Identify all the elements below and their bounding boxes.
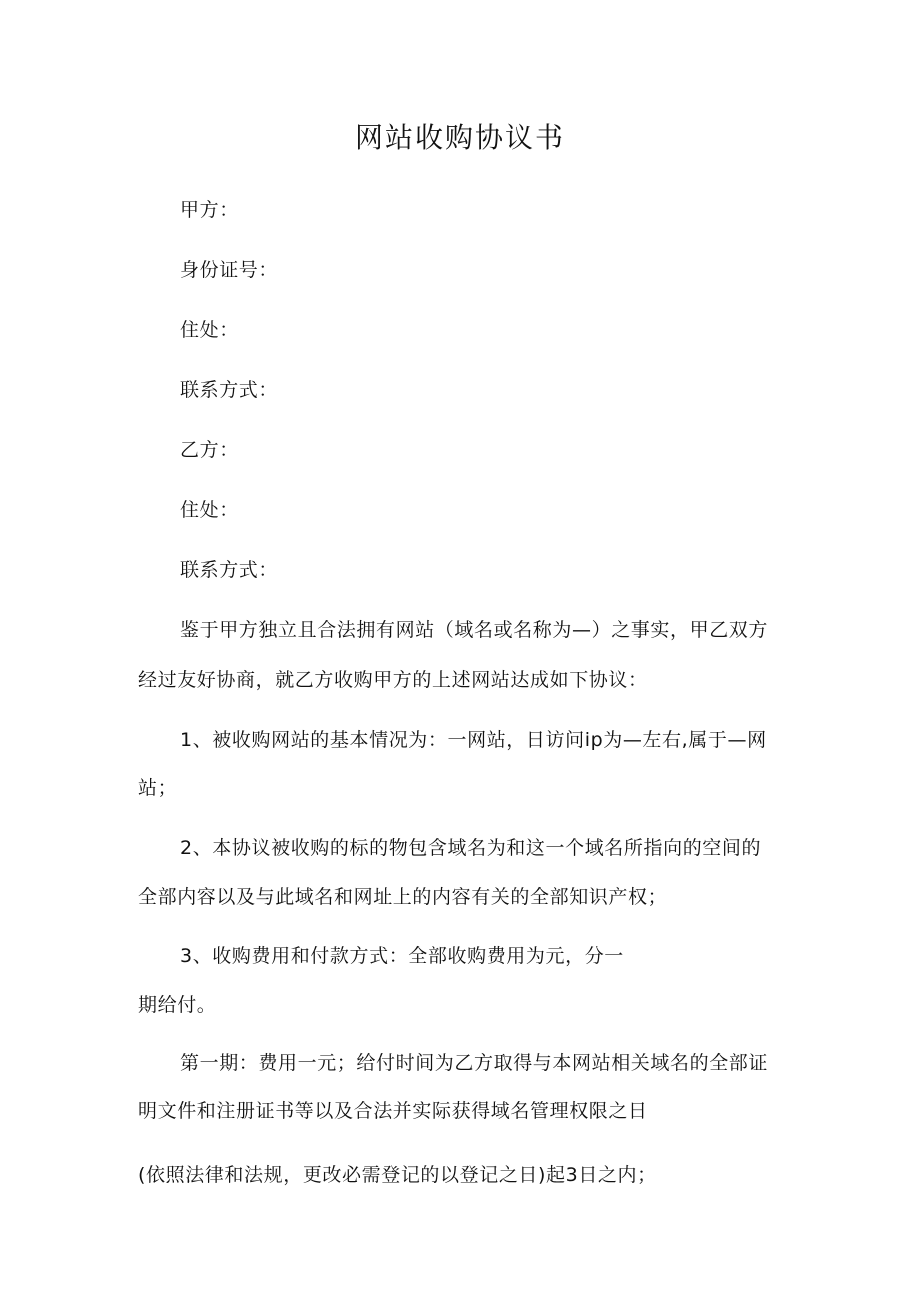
party-a-contact-label: 联系方式： — [180, 379, 279, 401]
payment-1-line-3: (依照法律和法规，更改必需登记的以登记之日)起3日之内； — [138, 1164, 657, 1186]
payment-1-line-1: 第一期：费用一元；给付时间为乙方取得与本网站相关域名的全部证 — [180, 1052, 769, 1074]
clause-1-line-1: 1、被收购网站的基本情况为：一网站，日访问ip为—左右,属于—网 — [180, 729, 767, 751]
clause-2-line-1: 2、本协议被收购的标的物包含域名为和这一个域名所指向的空间的 — [180, 837, 762, 859]
party-a-id-label: 身份证号： — [180, 259, 279, 281]
clause-2-line-2: 全部内容以及与此域名和网址上的内容有关的全部知识产权； — [138, 886, 668, 908]
preamble-line-2: 经过友好协商，就乙方收购甲方的上述网站达成如下协议： — [138, 669, 648, 691]
party-a-address-label: 住处： — [180, 319, 239, 341]
clause-3-line-2: 期给付。 — [138, 994, 217, 1016]
party-b-contact-label: 联系方式： — [180, 559, 279, 581]
preamble-line-1: 鉴于甲方独立且合法拥有网站（域名或名称为—）之事实，甲乙双方 — [180, 619, 769, 641]
party-a-name-label: 甲方： — [180, 199, 239, 221]
party-b-name-label: 乙方： — [180, 439, 239, 461]
clause-3-line-1: 3、收购费用和付款方式：全部收购费用为元，分一 — [180, 945, 624, 967]
clause-1-line-2: 站； — [138, 777, 178, 799]
payment-1-line-2: 明文件和注册证书等以及合法并实际获得域名管理权限之日 — [138, 1100, 648, 1122]
document-title: 网站收购协议书 — [354, 121, 565, 154]
party-b-address-label: 住处： — [180, 499, 239, 521]
